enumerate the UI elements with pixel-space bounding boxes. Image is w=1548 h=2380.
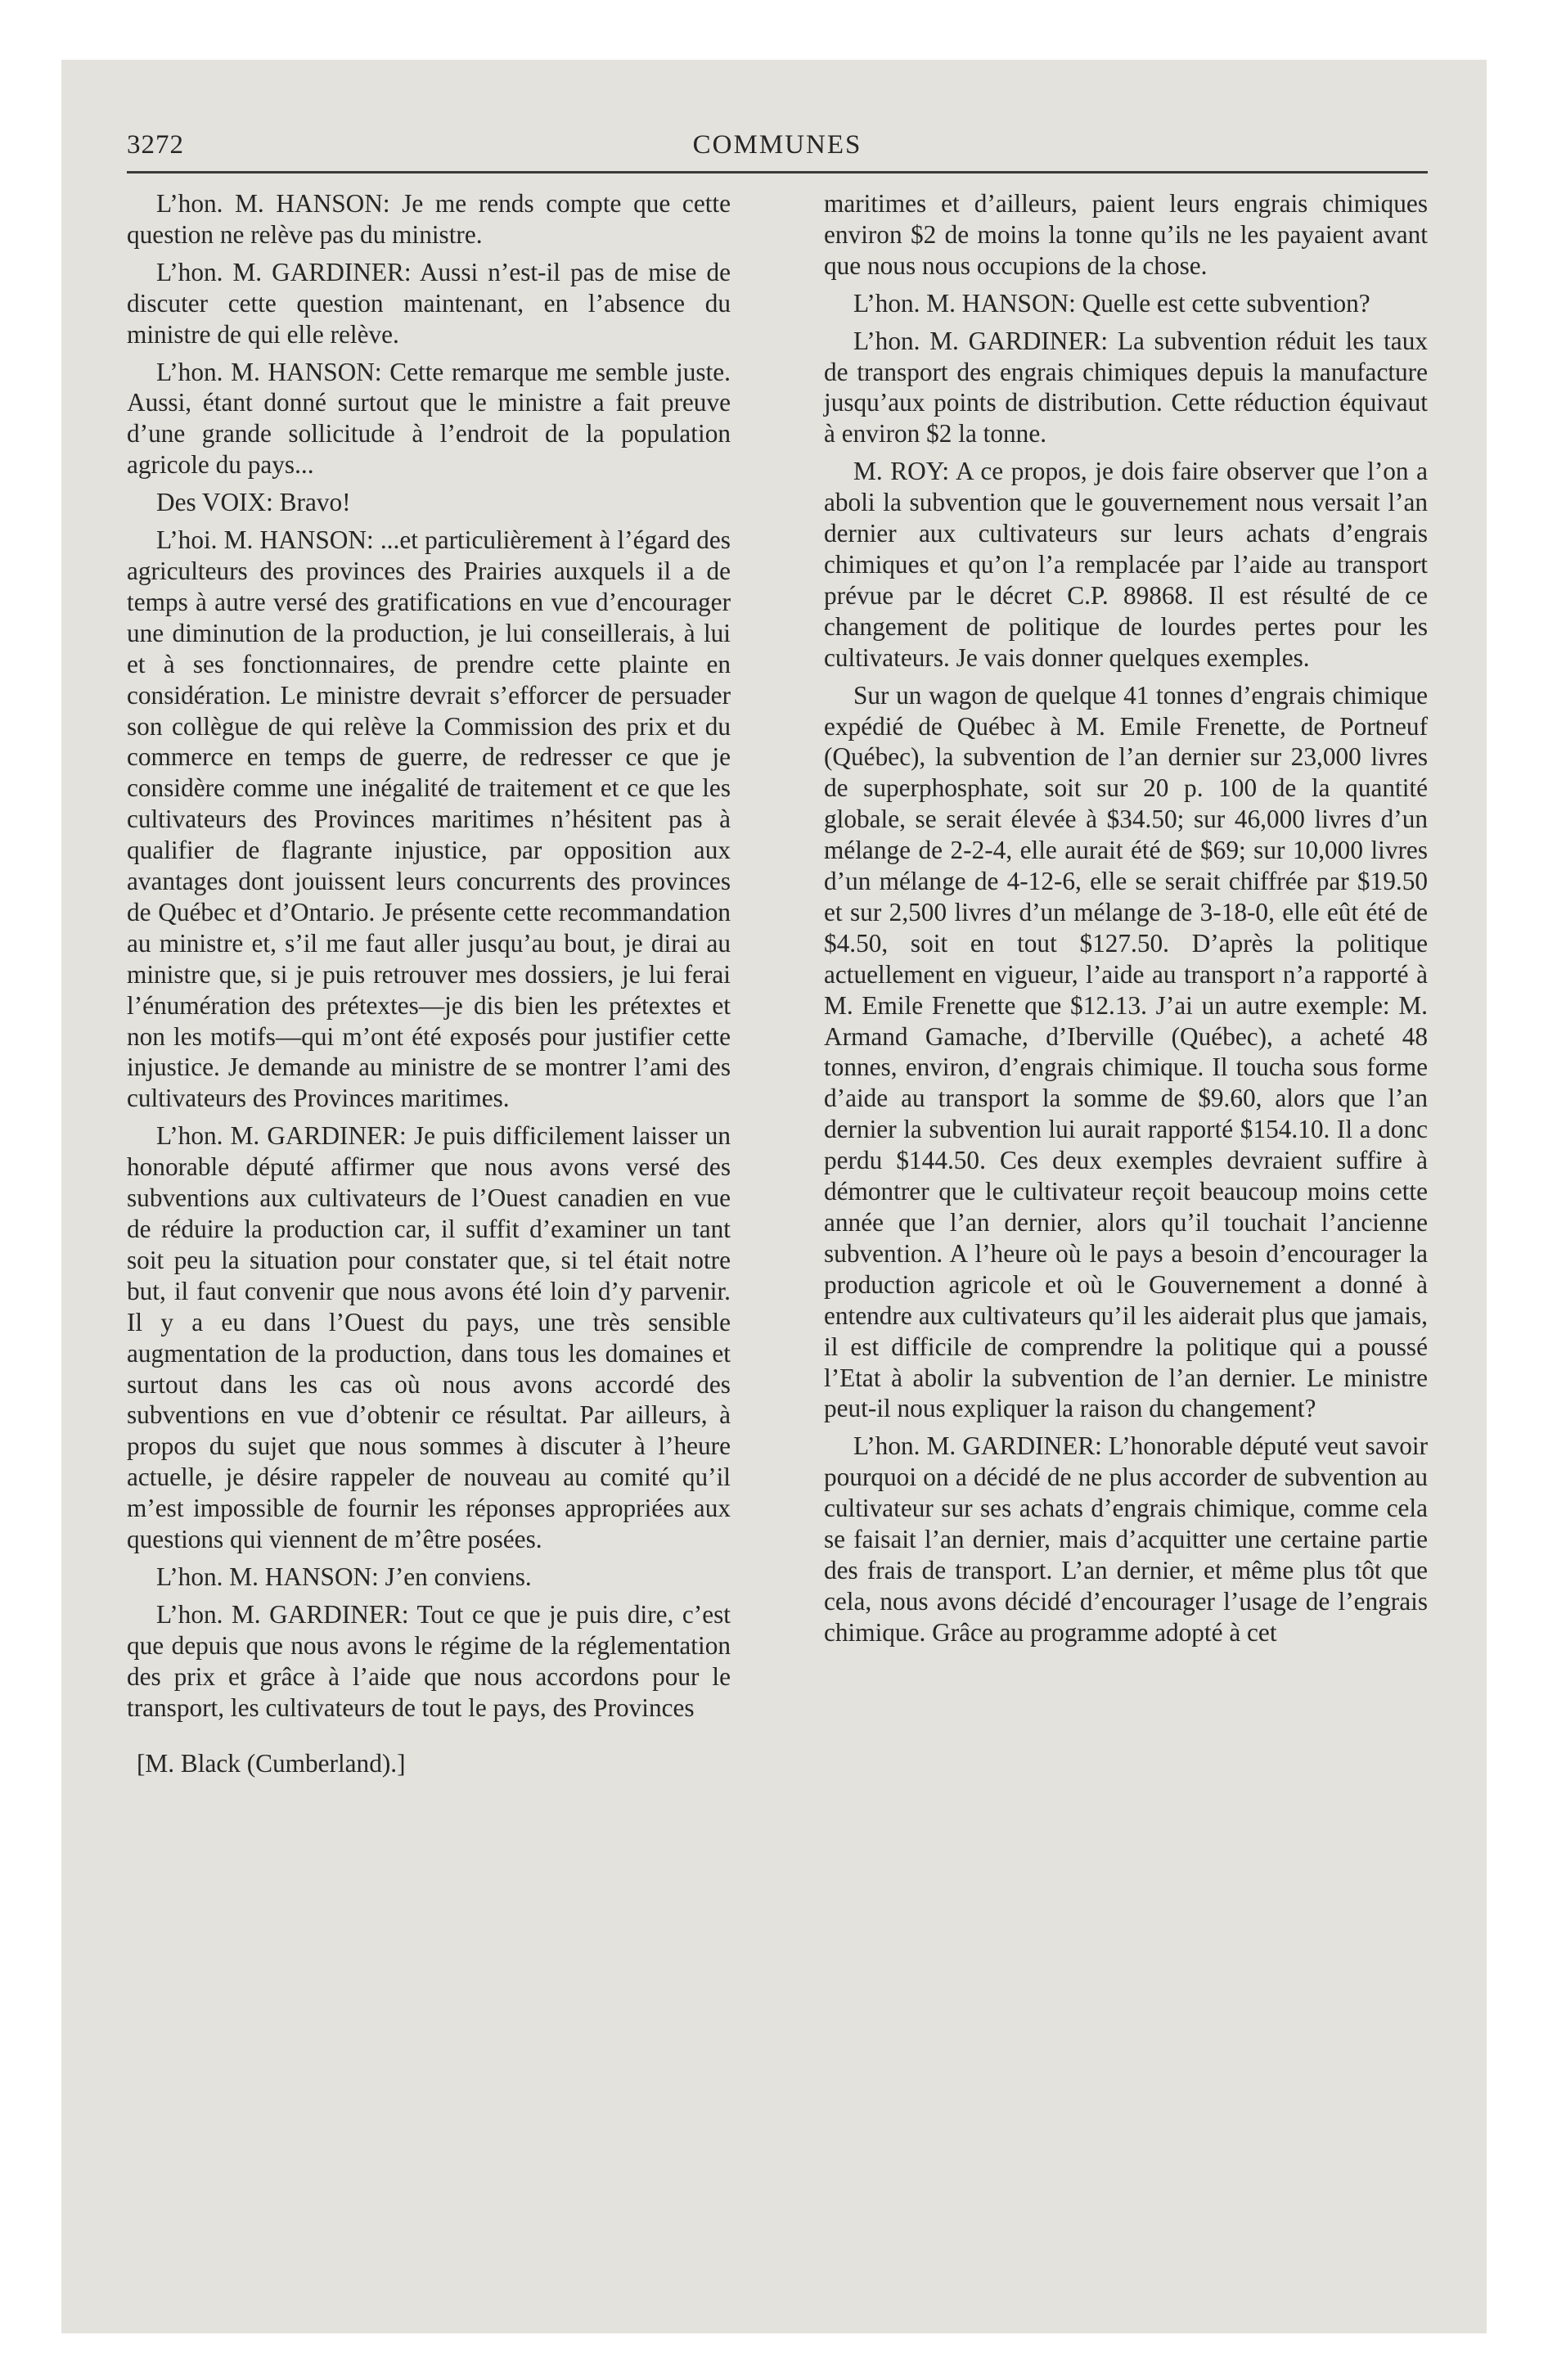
paragraph: L’hon. M. HANSON: Cette remarque me semble juste. Aussi, étant donné surtout que le ministre a fait preuve d’une grande sollicitude à l’endroit de la population agricole du pays...	[127, 357, 731, 480]
page-number: 3272	[127, 130, 184, 160]
speaker-footer-note: [M. Black (Cumberland).]	[137, 1748, 406, 1778]
text-columns	[127, 188, 1428, 1779]
paragraph: L’hon. M. GARDINER: La subvention réduit les taux de transport des engrais chimiques depuis la manufacture jusqu’aux points de distribution. Cette réduction équivaut à environ $2 la tonne.	[824, 326, 1428, 449]
paragraph: maritimes et d’ailleurs, paient leurs engrais chimiques environ $2 de moins la tonne qu’ils ne les payaient avant que nous nous occupions de la chose.	[824, 189, 1428, 280]
paragraph: L’hon. M. GARDINER: L’honorable député veut savoir pourquoi on a décidé de ne plus accorder de subvention au cultivateur sur ses achats d’engrais chimique, comme cela se faisait l’an dernier, mais d’acquitter une certaine partie des frais de transport. L’an dernier, et même plus tôt que cela, nous avons décidé d’encourager l’usage de l’engrais chimique. Grâce au programme adopté à cet	[824, 1431, 1428, 1647]
paragraph: Sur un wagon de quelque 41 tonnes d’engrais chimique expédié de Québec à M. Emile Frenette, de Portneuf (Québec), la subvention de l’an dernier sur 23,000 livres de superphosphate, soit sur 20 p. 100 de la quantité globale, se serait élevée à $34.50; sur 46,000 livres d’un mélange de 2-2-4, elle aurait été de $69; sur 10,000 livres d’un mélange de 4-12-6, elle se serait chiffrée par $19.50 et sur 2,500 livres d’un mélange de 3-18-0, elle eût été de $4.50, soit en tout $127.50. D’après la politique actuellement en vigueur, l’aide au transport n’a rapporté à M. Emile Frenette que $12.13. J’ai un autre exemple: M. Armand Gamache, d’Iberville (Québec), a acheté 48 tonnes, environ, d’engrais chimique. Il toucha sous forme d’aide au transport la somme de $9.60, alors que l’an dernier la subvention lui aurait rapporté $154.10. Il a donc perdu $144.50. Ces deux exemples devraient suffire à démontrer que le cultivateur reçoit beaucoup moins cette année que l’an dernier, alors qu’il touchait l’ancienne subvention. A l’heure où le pays a besoin d’encourager la production agricole et où le Gouvernement a donné à entendre aux cultivateurs qu’il les aiderait plus que jamais, il est difficile de comprendre la politique qui a poussé l’Etat à abolir la subvention de l’an dernier. Le ministre peut-il nous expliquer la raison du changement?	[824, 680, 1428, 1423]
paragraph: L’hon. M. HANSON: Je me rends compte que cette question ne relève pas du ministre.	[127, 189, 731, 249]
paragraph: L’hon. M. GARDINER: Aussi n’est-il pas de mise de discuter cette question maintenant, en l’absence du ministre de qui elle relève.	[127, 257, 731, 349]
paragraph: L’hon. M. HANSON: J’en conviens.	[156, 1562, 532, 1591]
running-head: COMMUNES	[692, 130, 862, 160]
document-page	[127, 125, 1428, 1779]
scanned-page	[61, 60, 1487, 2333]
paragraph: L’hon. M. GARDINER: Tout ce que je puis dire, c’est que depuis que nous avons le régime de la réglementation des prix et grâce à l’aide que nous accordons pour le transport, les cultivateurs de tout le pays, des Provinces	[127, 1599, 731, 1722]
paragraph: L’hoi. M. HANSON: ...et particulièrement à l’égard des agriculteurs des provinces des Prairies auxquels il a de temps à autre versé des gratifications en vue d’encourager une diminution de la production, je lui conseillerais, à lui et à ses fonctionnaires, de prendre cette plainte en considération. Le ministre devrait s’efforcer de persuader son collègue de qui relève la Commission des prix et du commerce en temps de guerre, de redresser ce que je considère comme une inégalité de traitement et ce que les cultivateurs des Provinces maritimes n’hésitent pas à qualifier de flagrante injustice, par opposition aux avantages dont jouissent leurs concurrents des provinces de Québec et d’Ontario. Je présente cette recommandation au ministre et, s’il me faut aller jusqu’au bout, je dirai au ministre que, si je puis retrouver mes dossiers, je lui ferai l’énumération des prétextes—je dis bien les prétextes et non les motifs—qui m’ont été exposés pour justifier cette injustice. Je demande au ministre de se montrer l’ami des cultivateurs des Provinces maritimes.	[127, 525, 731, 1113]
right-column	[824, 188, 1428, 1779]
paragraph: L’hon. M. HANSON: Quelle est cette subvention?	[853, 288, 1370, 318]
paragraph: L’hon. M. GARDINER: Je puis difficilement laisser un honorable député affirmer que nous avons versé des subventions aux cultivateurs de l’Ouest canadien en vue de réduire la production car, il suffit d’examiner un tant soit peu la situation pour constater que, si tel était notre but, il faut convenir que nous avons été loin d’y parvenir. Il y a eu dans l’Ouest du pays, une très sensible augmentation de la production, dans tous les domaines et surtout dans les cas où nous avons accordé des subventions en vue d’obtenir ce résultat. Par ailleurs, à propos du sujet que nous sommes à discuter à l’heure actuelle, je désire rappeler de nouveau au comité qu’il m’est impossible de fournir les réponses appropriées aux questions qui viennent de m’être posées.	[127, 1121, 731, 1554]
paragraph: Des VOIX: Bravo!	[156, 488, 351, 517]
page-header	[127, 125, 1428, 174]
left-column	[127, 188, 731, 1779]
paragraph: M. ROY: A ce propos, je dois faire observer que l’on a aboli la subvention que le gouvernement nous versait l’an dernier aux cultivateurs sur leurs achats d’engrais chimiques et qu’on l’a remplacée par l’aide au transport prévue par le décret C.P. 89868. Il est résulté de ce changement de politique de lourdes pertes pour les cultivateurs. Je vais donner quelques exemples.	[824, 457, 1428, 672]
